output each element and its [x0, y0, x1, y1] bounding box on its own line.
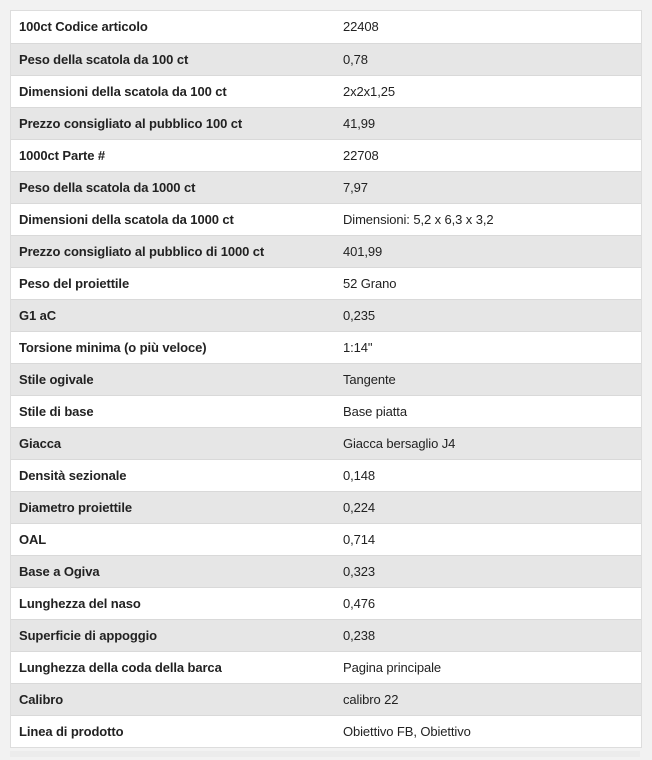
- table-row: [11, 235, 641, 267]
- spec-label: Diametro proiettile: [11, 491, 334, 523]
- spec-value: 0,323: [334, 555, 641, 587]
- spec-value: 0,235: [334, 299, 641, 331]
- spec-value: 0,714: [334, 523, 641, 555]
- table-row: [11, 107, 641, 139]
- spec-value: Giacca bersaglio J4: [334, 427, 641, 459]
- table-row: [11, 491, 641, 523]
- spec-label: Torsione minima (o più veloce): [11, 331, 334, 363]
- spec-value: 401,99: [334, 235, 641, 267]
- spec-label: 100ct Codice articolo: [11, 11, 334, 43]
- spec-label: Giacca: [11, 427, 334, 459]
- spec-label: Prezzo consigliato al pubblico di 1000 ct: [11, 235, 334, 267]
- spec-label: Lunghezza della coda della barca: [11, 651, 334, 683]
- spec-label: Peso del proiettile: [11, 267, 334, 299]
- spec-value: 7,97: [334, 171, 641, 203]
- product-spec-table: [10, 10, 642, 748]
- spec-label: 1000ct Parte #: [11, 139, 334, 171]
- table-row: [11, 299, 641, 331]
- spec-table-body: [11, 11, 641, 747]
- spec-value: 0,78: [334, 43, 641, 75]
- spec-value: Base piatta: [334, 395, 641, 427]
- spec-value: Tangente: [334, 363, 641, 395]
- spec-label: Superficie di appoggio: [11, 619, 334, 651]
- spec-value: 22708: [334, 139, 641, 171]
- spec-value: calibro 22: [334, 683, 641, 715]
- table-row: [11, 651, 641, 683]
- spec-value: Pagina principale: [334, 651, 641, 683]
- table-row: [11, 619, 641, 651]
- spec-label: Base a Ogiva: [11, 555, 334, 587]
- spec-label: Lunghezza del naso: [11, 587, 334, 619]
- table-row: [11, 427, 641, 459]
- spec-value: 1:14": [334, 331, 641, 363]
- spec-value: Obiettivo FB, Obiettivo: [343, 723, 471, 739]
- spec-value: 41,99: [334, 107, 641, 139]
- spec-label: OAL: [11, 523, 334, 555]
- spec-value: Dimensioni: 5,2 x 6,3 x 3,2: [334, 203, 641, 235]
- spec-value: 0,476: [334, 587, 641, 619]
- table-row: [11, 587, 641, 619]
- spec-table: [11, 11, 641, 747]
- table-row: [11, 459, 641, 491]
- table-row: [11, 203, 641, 235]
- table-row: [11, 75, 641, 107]
- spec-label: Peso della scatola da 100 ct: [11, 43, 334, 75]
- spec-label: Dimensioni della scatola da 1000 ct: [11, 203, 334, 235]
- table-row: [11, 555, 641, 587]
- table-row: [11, 267, 641, 299]
- table-row: [11, 395, 641, 427]
- spec-label: Prezzo consigliato al pubblico 100 ct: [11, 107, 334, 139]
- spec-value: 0,238: [334, 619, 641, 651]
- spec-value: 52 Grano: [334, 267, 641, 299]
- table-row: [11, 523, 641, 555]
- spec-label: G1 aC: [11, 299, 334, 331]
- spec-label: Linea di prodotto: [19, 723, 124, 739]
- spec-label: Dimensioni della scatola da 100 ct: [11, 75, 334, 107]
- table-row: [11, 171, 641, 203]
- spec-label: Stile di base: [11, 395, 334, 427]
- table-row: [11, 43, 641, 75]
- spec-value: 0,224: [334, 491, 641, 523]
- spec-label: Stile ogivale: [11, 363, 334, 395]
- spec-label: Calibro: [11, 683, 334, 715]
- bottom-scroll-edge: [10, 751, 640, 757]
- table-row: [11, 331, 641, 363]
- table-row: [11, 11, 641, 43]
- table-row: [11, 363, 641, 395]
- table-row: [11, 715, 641, 747]
- spec-value: 0,148: [334, 459, 641, 491]
- table-row: [11, 139, 641, 171]
- spec-value: 22408: [334, 11, 641, 43]
- table-row: [11, 683, 641, 715]
- spec-value: 2x2x1,25: [334, 75, 641, 107]
- spec-label: Densità sezionale: [11, 459, 334, 491]
- spec-label: Peso della scatola da 1000 ct: [11, 171, 334, 203]
